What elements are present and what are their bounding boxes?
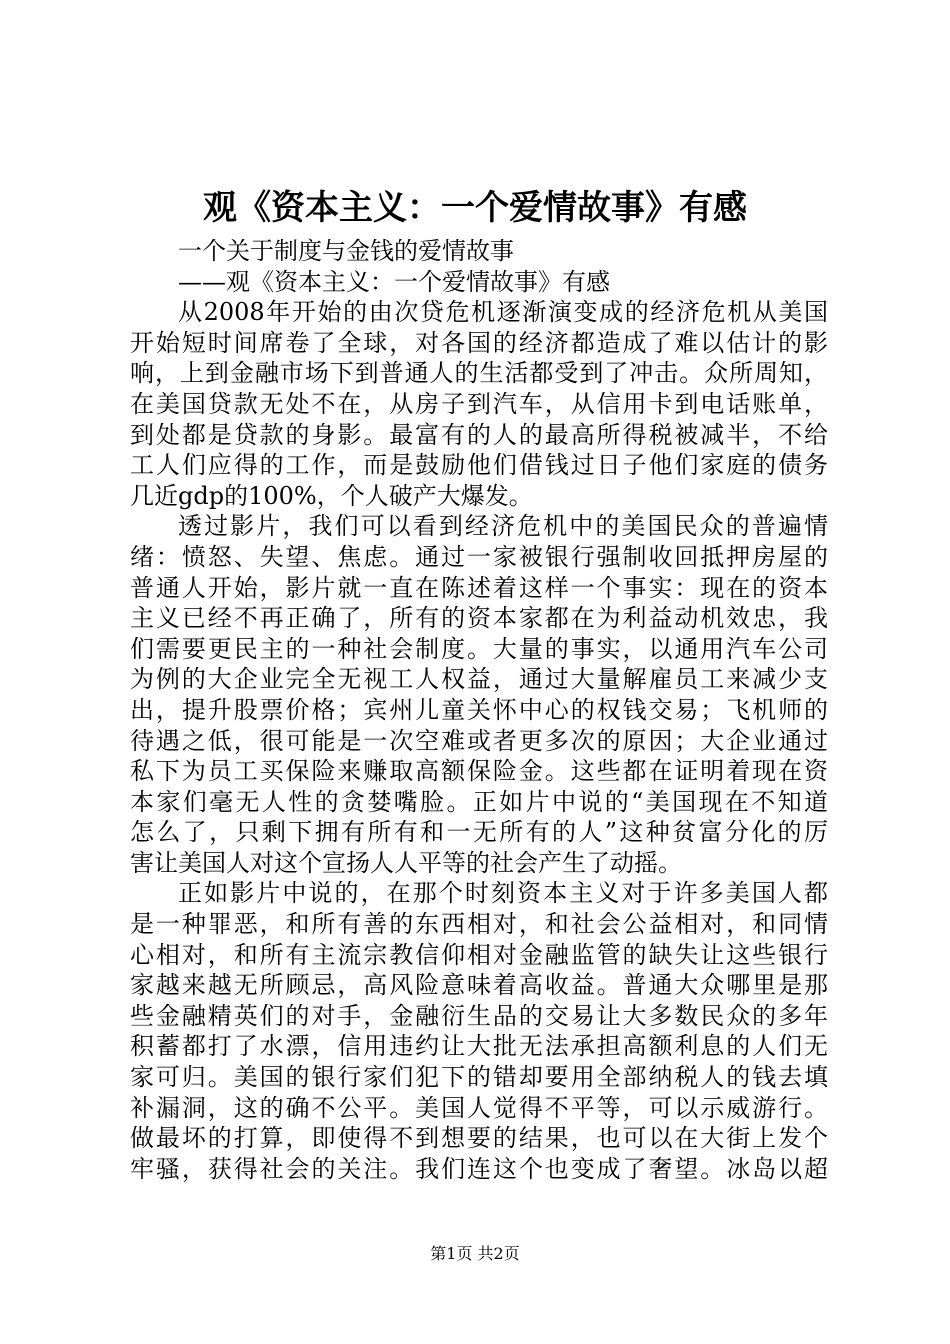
paragraph-line: 怎么了，只剩下拥有所有和一无所有的人”这种贫富分化的厉 [130, 818, 828, 847]
paragraph-line: 普通人开始，影片就一直在陈述着这样一个事实：现在的资本 [130, 573, 828, 602]
paragraph-line: 出，提升股票价格；宾州儿童关怀中心的权钱交易；飞机师的 [130, 695, 828, 724]
paragraph-line: 工人们应得的工作，而是鼓励他们借钱过日子他们家庭的债务 [130, 451, 828, 480]
paragraph-line: 几近gdp的100%，个人破产大爆发。 [130, 481, 533, 510]
paragraph-line: 补漏洞，这的确不公平。美国人觉得不平等，可以示威游行。 [130, 1093, 828, 1122]
paragraph-line: 开始短时间席卷了全球，对各国的经济都造成了难以估计的影 [130, 328, 828, 357]
paragraph-line: 透过影片，我们可以看到经济危机中的美国民众的普遍情 [178, 512, 828, 541]
paragraph-line: 害让美国人对这个宣扬人人平等的社会产生了动摇。 [130, 848, 682, 877]
paragraph-line: 牢骚，获得社会的关注。我们连这个也变成了奢望。冰岛以超 [130, 1154, 828, 1183]
document-body [130, 236, 828, 1184]
document-title: 观《资本主义：一个爱情故事》有感 [203, 188, 747, 228]
page-footer: 第1页 共2页 [430, 1244, 520, 1263]
subtitle-line: 一个关于制度与金钱的爱情故事 [178, 237, 514, 265]
paragraph-line: 绪：愤怒、失望、焦虑。通过一家被银行强制收回抵押房屋的 [130, 542, 828, 571]
paragraph-line: 待遇之低，很可能是一次空难或者更多次的原因；大企业通过 [130, 726, 828, 755]
paragraph-line: 为例的大企业完全无视工人权益，通过大量解雇员工来减少支 [130, 665, 828, 694]
paragraph-line: 到处都是贷款的身影。最富有的人的最高所得税被减半，不给 [130, 420, 828, 449]
paragraph-line: 些金融精英们的对手，金融衍生品的交易让大多数民众的多年 [130, 1001, 828, 1030]
paragraph-line: 响，上到金融市场下到普通人的生活都受到了冲击。众所周知， [130, 359, 828, 388]
paragraph-line: 从2008年开始的由次贷危机逐渐演变成的经济危机从美国 [178, 298, 828, 327]
paragraph-line: 主义已经不再正确了，所有的资本家都在为利益动机效忠，我 [130, 604, 828, 633]
paragraph-line: 家可归。美国的银行家们犯下的错却要用全部纳税人的钱去填 [130, 1063, 828, 1092]
paragraph-line: 心相对，和所有主流宗教信仰相对金融监管的缺失让这些银行 [130, 940, 828, 969]
paragraph-line: 正如影片中说的，在那个时刻资本主义对于许多美国人都 [178, 879, 828, 908]
paragraph-line: 们需要更民主的一种社会制度。大量的事实，以通用汽车公司 [130, 634, 828, 663]
paragraph-line: 本家们毫无人性的贪婪嘴脸。正如片中说的“美国现在不知道 [130, 787, 828, 816]
paragraph-line: 在美国贷款无处不在，从房子到汽车，从信用卡到电话账单， [130, 389, 828, 418]
paragraph-line: 私下为员工买保险来赚取高额保险金。这些都在证明着现在资 [130, 757, 828, 786]
paragraph-line: 家越来越无所顾忌，高风险意味着高收益。普通大众哪里是那 [130, 971, 828, 1000]
paragraph-line: 做最坏的打算，即使得不到想要的结果，也可以在大街上发个 [130, 1124, 828, 1153]
subtitle-line: ——观《资本主义：一个爱情故事》有感 [178, 267, 610, 296]
paragraph-line: 积蓄都打了水漂，信用违约让大批无法承担高额利息的人们无 [130, 1032, 828, 1061]
paragraph-line: 是一种罪恶，和所有善的东西相对，和社会公益相对，和同情 [130, 910, 828, 939]
